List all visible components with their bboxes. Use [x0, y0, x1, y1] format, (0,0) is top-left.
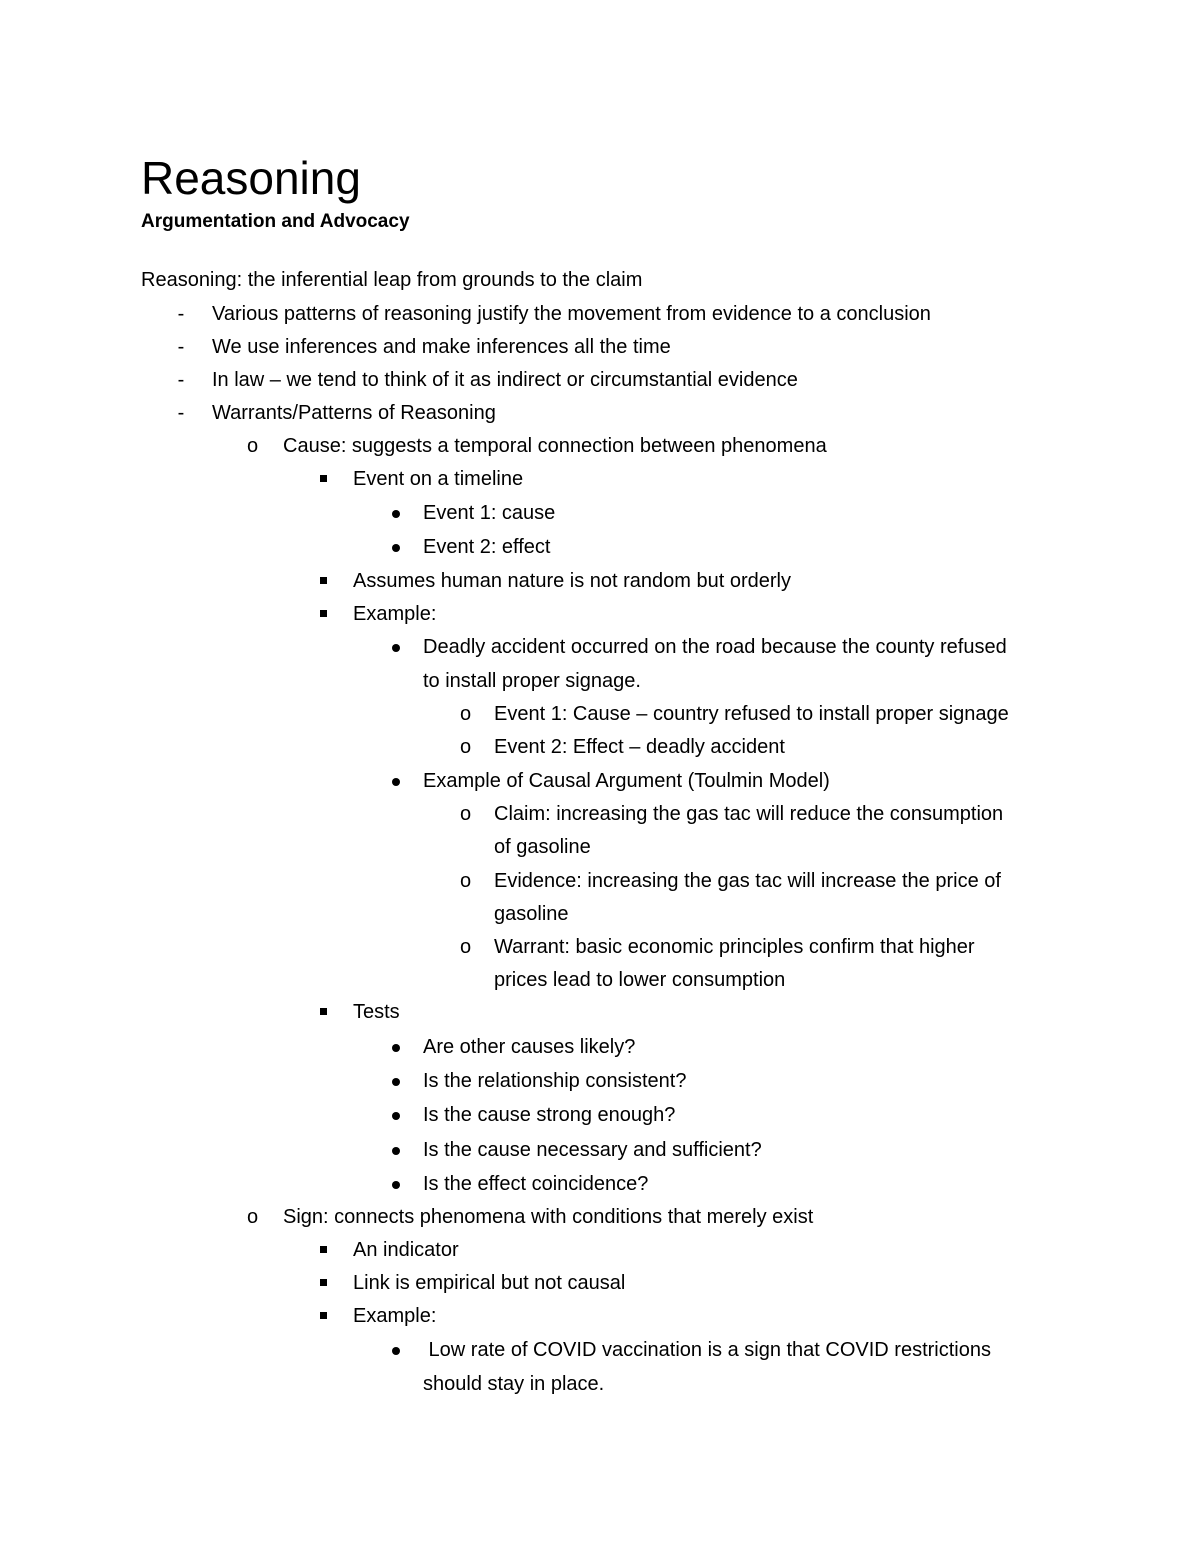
dot-bullet	[392, 644, 400, 652]
circle-bullet: o	[247, 435, 259, 457]
list-item: Event 2: Effect – deadly accident	[494, 736, 785, 758]
circle-bullet: o	[247, 1206, 259, 1228]
list-item: Are other causes likely?	[423, 1036, 636, 1058]
list-item: Example:	[353, 1305, 437, 1327]
list-item: In law – we tend to think of it as indirect or circumstantial evidence	[212, 369, 798, 391]
list-item: Example of Causal Argument (Toulmin Model)	[423, 770, 830, 792]
square-bullet	[320, 475, 327, 482]
dot-bullet	[392, 1347, 400, 1355]
dot-bullet	[392, 1078, 400, 1086]
list-item: Evidence: increasing the gas tac will increase the price of	[494, 870, 1001, 892]
circle-bullet: o	[460, 703, 472, 725]
page-subtitle: Argumentation and Advocacy	[141, 211, 410, 232]
list-item-continuation: should stay in place.	[423, 1373, 605, 1395]
dash-bullet: -	[177, 303, 185, 325]
square-bullet	[320, 1246, 327, 1253]
dot-bullet	[392, 1044, 400, 1052]
square-bullet	[320, 1279, 327, 1286]
list-item-continuation: to install proper signage.	[423, 670, 641, 692]
dot-bullet	[392, 1147, 400, 1155]
square-bullet	[320, 1008, 327, 1015]
list-item: Event 1: cause	[423, 502, 556, 524]
dot-bullet	[392, 544, 400, 552]
list-item: Claim: increasing the gas tac will reduce the consumption	[494, 803, 1004, 825]
list-item: Is the cause necessary and sufficient?	[423, 1139, 762, 1161]
list-item-continuation: of gasoline	[494, 836, 591, 858]
dot-bullet	[392, 778, 400, 786]
list-item: Is the relationship consistent?	[423, 1070, 687, 1092]
list-item-continuation: gasoline	[494, 903, 569, 925]
circle-bullet: o	[460, 736, 472, 758]
square-bullet	[320, 577, 327, 584]
dot-bullet	[392, 510, 400, 518]
list-item: Is the cause strong enough?	[423, 1104, 676, 1126]
list-item: Various patterns of reasoning justify the movement from evidence to a conclusion	[212, 303, 931, 325]
list-item: Event 1: Cause – country refused to install proper signage	[494, 703, 1009, 725]
dash-bullet: -	[177, 336, 185, 358]
list-item: Assumes human nature is not random but orderly	[353, 570, 791, 592]
list-item: Event on a timeline	[353, 468, 524, 490]
dash-bullet: -	[177, 402, 185, 424]
square-bullet	[320, 610, 327, 617]
list-item: Event 2: effect	[423, 536, 551, 558]
list-item: An indicator	[353, 1239, 459, 1261]
list-item: Warrant: basic economic principles confirm that higher	[494, 936, 975, 958]
list-item: Cause: suggests a temporal connection between phenomena	[283, 435, 827, 457]
circle-bullet: o	[460, 803, 472, 825]
circle-bullet: o	[460, 870, 472, 892]
list-item: Low rate of COVID vaccination is a sign that COVID restrictions	[423, 1339, 991, 1361]
list-item: Deadly accident occurred on the road because the county refused	[423, 636, 1007, 658]
list-item: We use inferences and make inferences all the time	[212, 336, 671, 358]
circle-bullet: o	[460, 936, 472, 958]
list-item: Is the effect coincidence?	[423, 1173, 649, 1195]
list-item: Sign: connects phenomena with conditions that merely exist	[283, 1206, 814, 1228]
list-item: Link is empirical but not causal	[353, 1272, 626, 1294]
square-bullet	[320, 1312, 327, 1319]
list-item: Tests	[353, 1001, 400, 1023]
list-item-continuation: prices lead to lower consumption	[494, 969, 786, 991]
dash-bullet: -	[177, 369, 185, 391]
page-title: Reasoning	[141, 152, 361, 204]
intro-line: Reasoning: the inferential leap from grounds to the claim	[141, 269, 643, 291]
list-item: Warrants/Patterns of Reasoning	[212, 402, 496, 424]
list-item: Example:	[353, 603, 437, 625]
dot-bullet	[392, 1181, 400, 1189]
dot-bullet	[392, 1112, 400, 1120]
